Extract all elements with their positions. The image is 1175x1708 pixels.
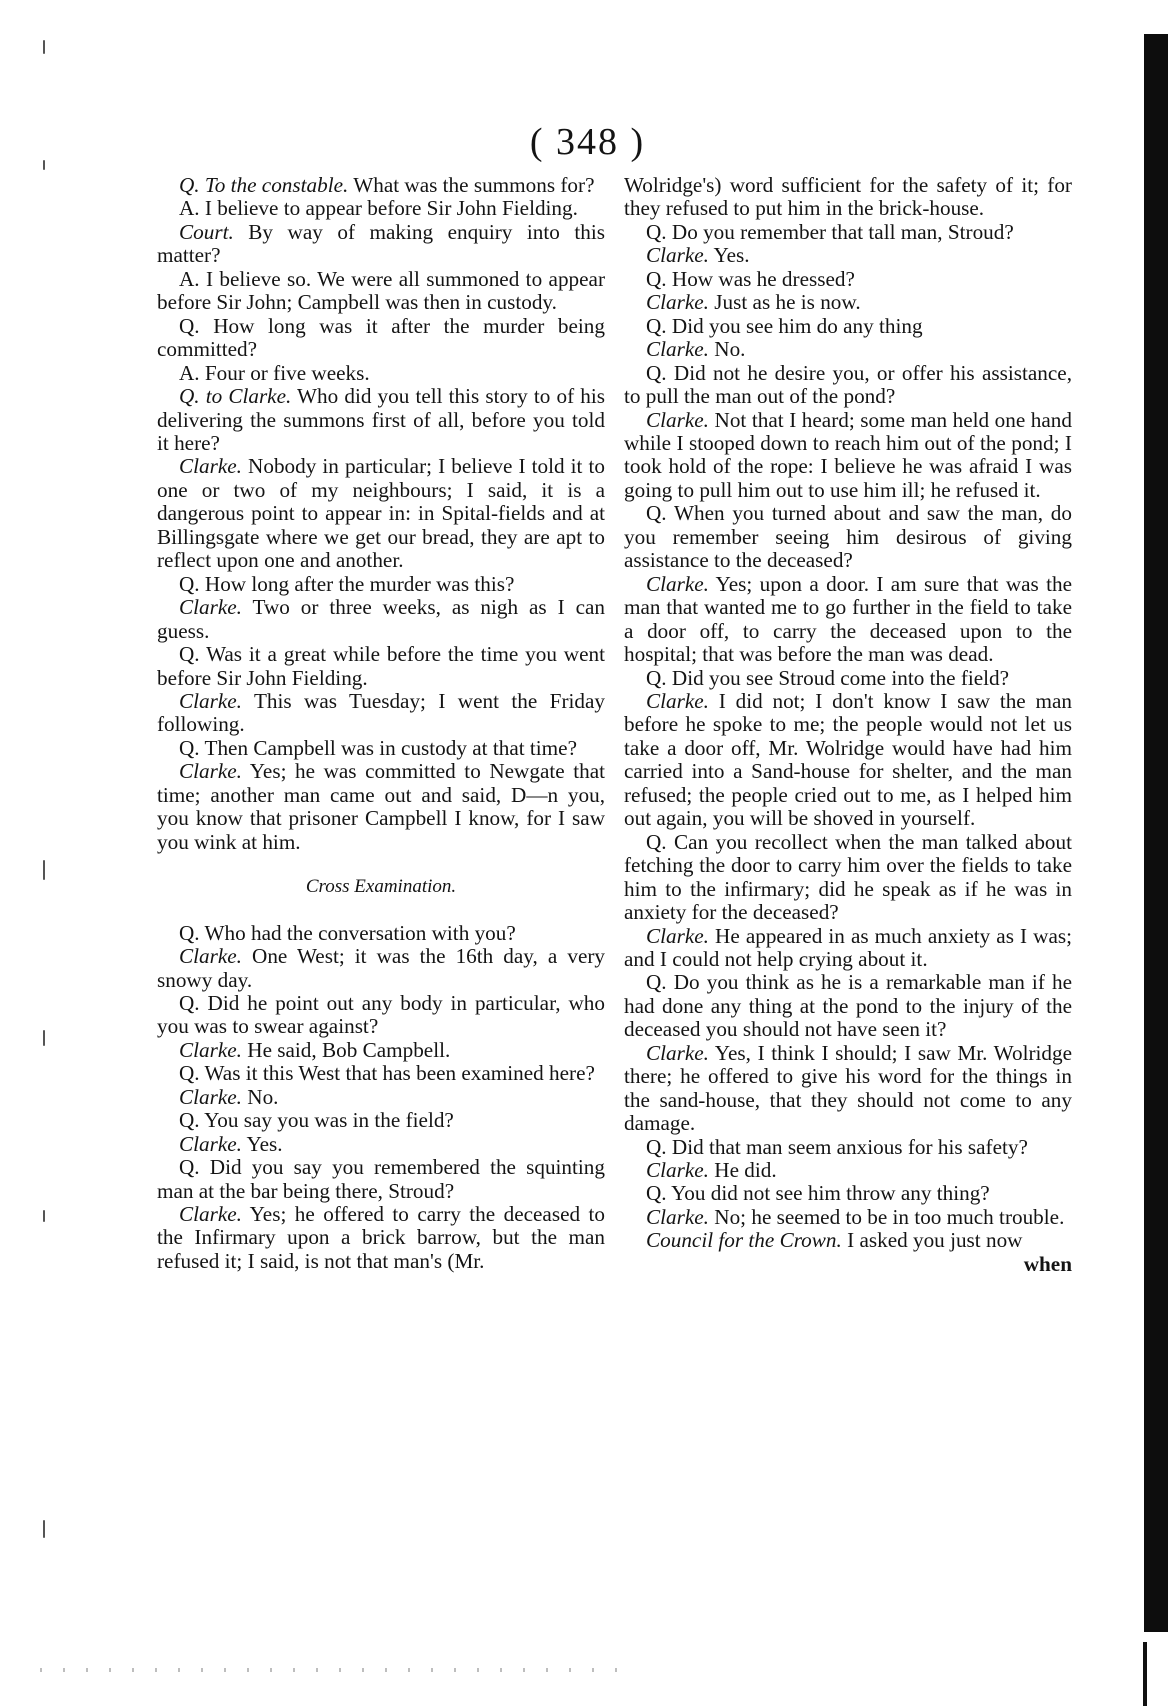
speaker-label: Clarke. [646, 243, 709, 268]
speaker-label: Clarke. [646, 923, 709, 948]
testimony-paragraph [624, 502, 1072, 572]
testimony-paragraph [157, 1203, 605, 1273]
paragraph-text: A. I believe so. We were all summoned to appear before Sir John; Campbell was then in custody. [157, 266, 605, 315]
speaker-label: Clarke. [646, 1158, 709, 1183]
paragraph-text: Not that I heard; some man held one hand while I stooped down to reach him out of the pond; I took hold of the rope: I believe he was afraid I was going to pull him out to use him ill; he refused it. [624, 407, 1072, 502]
paragraph-text: Just as he is now. [708, 290, 861, 315]
testimony-paragraph [157, 1062, 605, 1085]
testimony-paragraph [624, 315, 1072, 338]
testimony-paragraph [624, 174, 1072, 221]
testimony-paragraph [624, 971, 1072, 1041]
section-heading: Cross Examination. [305, 876, 457, 898]
margin-speck [43, 1210, 45, 1222]
paragraph-text: I did not; I don't know I saw the man before he spoke to me; the people would not let us take a door off, Mr. Wolridge would have had him carried into a Sand-house for shelter, and the man refused; the people cried out to me, as I helped him out again, you will be shoved in yourself. [624, 688, 1072, 831]
testimony-paragraph [157, 174, 605, 197]
paragraph-text: Q. Do you remember that tall man, Stroud? [646, 219, 1014, 244]
speaker-label: Clarke. [179, 595, 242, 620]
testimony-paragraph [624, 244, 1072, 267]
speaker-label: Clarke. [179, 688, 242, 713]
testimony-paragraph [157, 1133, 605, 1156]
testimony-paragraph [624, 291, 1072, 314]
testimony-paragraph [624, 925, 1072, 972]
paragraph-text: One West; it was the 16th day, a very snowy day. [157, 944, 605, 992]
paragraph-text: Q. Did not he desire you, or offer his assistance, to pull the man out of the pond? [624, 360, 1072, 409]
paragraph-text: Yes, I think I should; I saw Mr. Wolridge there; he offered to give his word for the things in the sand-house, that they should not come to any damage. [624, 1040, 1072, 1136]
speaker-label: Clarke. [179, 1084, 242, 1109]
left-column [157, 174, 605, 1273]
paragraph-text: Q. Did that man seem anxious for his safety? [646, 1134, 1028, 1159]
paragraph-text: Q. You say you was in the field? [179, 1108, 454, 1133]
speaker-label: Clarke. [646, 407, 709, 432]
paragraph-text: Nobody in particular; I believe I told it to one or two of my neighbours; I said, it is a dangerous point to appear in: in Spital-fields and at Billingsgate where we get our bread, they are apt to reflect upon one and another. [157, 454, 605, 573]
testimony-paragraph [157, 573, 605, 596]
speaker-label: Clarke. [179, 1037, 242, 1062]
testimony-paragraph [157, 945, 605, 992]
speaker-label: Clarke. [646, 290, 709, 315]
testimony-paragraph [624, 268, 1072, 291]
testimony-paragraph [624, 690, 1072, 831]
testimony-paragraph [157, 690, 605, 737]
testimony-paragraph [624, 1229, 1072, 1252]
catchword: when [1023, 1251, 1072, 1276]
paragraph-text: What was the summons for? [348, 173, 595, 197]
paragraph-text: Yes; upon a door. I am sure that was the man that wanted me to go further in the field to take a door off, to carry the deceased upon to the hospital; that was before the man was dead. [624, 571, 1072, 667]
paragraph-text: No. [241, 1084, 279, 1109]
paragraph-text: He did. [708, 1158, 777, 1183]
paragraph-text: Q. How was he dressed? [646, 266, 855, 291]
paragraph-text: Q. Was it a great while before the time you went before Sir John Fielding. [157, 642, 605, 690]
paragraph-text: Who did you tell this story to of his delivering the summons first of all, before you told it here? [157, 384, 605, 455]
testimony-paragraph [157, 992, 605, 1039]
speaker-label: Clarke. [646, 688, 709, 713]
margin-speck [43, 1030, 45, 1046]
paragraph-text: This was Tuesday; I went the Friday following. [157, 688, 605, 737]
paragraph-text: Q. Who had the conversation with you? [179, 920, 516, 945]
paragraph-text: Q. Do you think as he is a remarkable man if he had done any thing at the pond to the injury of the deceased you should not have seen it? [624, 970, 1072, 1042]
paragraph-text: Yes; he was committed to Newgate that time; another man came out and said, D—n you, you know that prisoner Campbell I know, for I saw you wink at him. [157, 759, 605, 854]
paragraph-text: No; he seemed to be in too much trouble. [708, 1204, 1065, 1229]
paragraph-text: Q. Did you say you remembered the squinting man at the bar being there, Stroud? [157, 1155, 605, 1203]
scan-noise [40, 1668, 620, 1672]
paragraph-text: Q. How long after the murder was this? [179, 571, 515, 596]
paragraph-text: Q. Can you recollect when the man talked about fetching the door to carry him over the fields to take him to the infirmary; did he speak as if he was in anxiety for the deceased? [624, 829, 1072, 925]
paragraph-text: He said, Bob Campbell. [241, 1037, 451, 1062]
testimony-paragraph [624, 1136, 1072, 1159]
speaker-label: Clarke. [646, 571, 709, 596]
testimony-paragraph [624, 573, 1072, 667]
testimony-paragraph [624, 409, 1072, 503]
paragraph-text: I asked you just now [841, 1228, 1023, 1253]
right-column [624, 174, 1072, 1276]
testimony-paragraph [157, 385, 605, 455]
testimony-paragraph [157, 737, 605, 760]
testimony-paragraph [624, 1182, 1072, 1205]
paragraph-text: Q. How long was it after the murder being committed? [157, 313, 605, 362]
testimony-paragraph [624, 1206, 1072, 1229]
speaker-label: Clarke. [179, 1202, 242, 1227]
testimony-paragraph [157, 362, 605, 385]
speaker-label: Clarke. [646, 1204, 709, 1229]
testimony-paragraph [624, 831, 1072, 925]
speaker-label: Q. To the constable. [179, 173, 349, 197]
testimony-paragraph [157, 1039, 605, 1062]
testimony-paragraph [157, 1109, 605, 1132]
testimony-paragraph [624, 338, 1072, 361]
margin-speck [43, 860, 45, 880]
speaker-label: Clarke. [179, 454, 242, 479]
paragraph-text: Wolridge's) word sufficient for the safety of it; for they refused to put him in the brick-house. [624, 173, 1072, 221]
paragraph-text: Two or three weeks, as nigh as I can guess. [157, 595, 605, 643]
paragraph-text: No. [708, 337, 746, 362]
speaker-label: Q. to Clarke. [179, 384, 292, 409]
paragraph-text: Yes. [241, 1131, 283, 1156]
paragraph-text: A. I believe to appear before Sir John Fielding. [179, 196, 578, 221]
paragraph-text: Q. Then Campbell was in custody at that time? [179, 735, 577, 760]
speaker-label: Council for the Crown. [646, 1228, 842, 1253]
testimony-paragraph [624, 221, 1072, 244]
testimony-paragraph [157, 455, 605, 572]
paragraph-text: Yes. [708, 243, 750, 268]
paragraph-text: Yes; he offered to carry the deceased to the Infirmary upon a brick barrow, but the man refused it; I said, is not that man's (Mr. [157, 1202, 605, 1273]
speaker-label: Clarke. [646, 337, 709, 362]
margin-speck [43, 1520, 45, 1538]
testimony-paragraph [157, 760, 605, 854]
paragraph-text: Q. Was it this West that has been examined here? [179, 1061, 595, 1086]
testimony-paragraph [157, 1156, 605, 1203]
speaker-label: Clarke. [646, 1040, 709, 1065]
speaker-label: Clarke. [179, 944, 242, 969]
margin-speck [43, 40, 45, 54]
paragraph-text: A. Four or five weeks. [179, 360, 370, 385]
paragraph-text: By way of making enquiry into this matter? [157, 219, 605, 268]
speaker-label: Court. [179, 219, 234, 244]
testimony-paragraph [157, 596, 605, 643]
testimony-paragraph [157, 922, 605, 945]
paragraph-text: Q. When you turned about and saw the man, do you remember seeing him desirous of giving assistance to the deceased? [624, 501, 1072, 573]
testimony-paragraph [157, 197, 605, 220]
testimony-paragraph [157, 643, 605, 690]
page-number: ( 348 ) [529, 121, 646, 163]
testimony-paragraph [624, 1159, 1072, 1182]
paragraph-text: He appeared in as much anxiety as I was; and I could not help crying about it. [624, 923, 1072, 971]
paragraph-text: Q. Did he point out any body in particular, who you was to swear against? [157, 990, 605, 1039]
paragraph-text: Q. You did not see him throw any thing? [646, 1181, 990, 1206]
testimony-paragraph [624, 362, 1072, 409]
page-edge-shadow [1144, 34, 1168, 1632]
paragraph-text: Q. Did you see him do any thing [646, 313, 923, 338]
paragraph-text: Q. Did you see Stroud come into the field? [646, 665, 1010, 690]
speaker-label: Clarke. [179, 1131, 242, 1156]
page-edge-mark [1143, 1642, 1147, 1706]
testimony-paragraph [157, 221, 605, 268]
testimony-paragraph [157, 268, 605, 315]
testimony-paragraph [157, 1086, 605, 1109]
testimony-paragraph [157, 315, 605, 362]
speaker-label: Clarke. [179, 759, 242, 784]
testimony-paragraph [624, 1042, 1072, 1136]
testimony-paragraph [624, 667, 1072, 690]
